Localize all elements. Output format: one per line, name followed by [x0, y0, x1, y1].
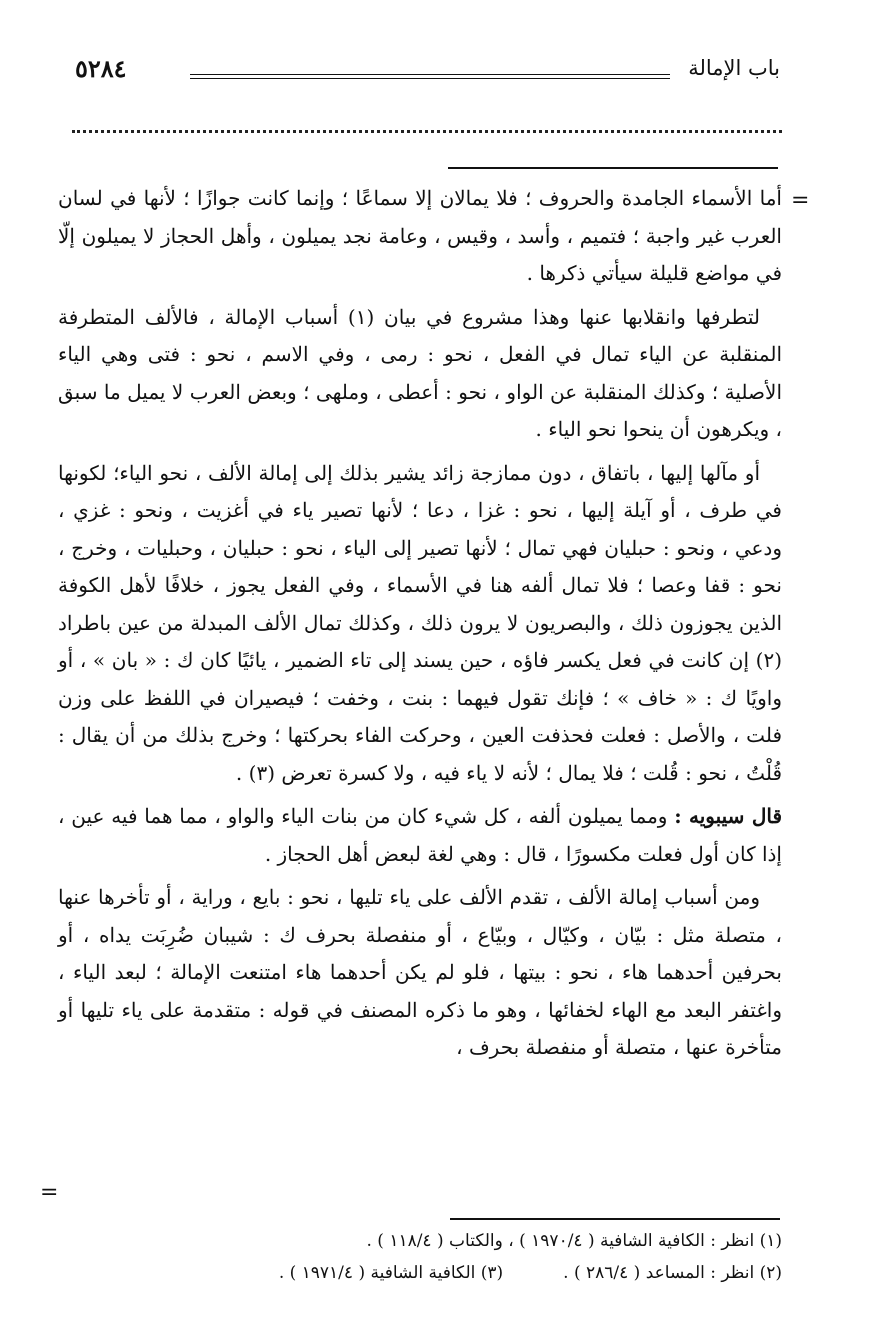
paragraph-2: لتطرفها وانقلابها عنها وهذا مشروع في بيان (١) أسباب الإمالة ، فالألف المتطرفة المنقلبة عن الياء تمال في الفعل ، نحو : رمى ، وفي الاسم ، نحو : فتى وهي الياء الأصلية ؛ وكذلك المنقلبة عن الواو ، نحو : أعطى ، وملهى ؛ وبعض العرب لا يميل ما سبق ، ويكرهون أن ينحوا نحو الياء .	[58, 304, 782, 441]
chapter-title: باب الإمالة	[688, 56, 780, 80]
footnote-rule	[450, 1218, 780, 1220]
quote-text: ومما يميلون ألفه ، كل شيء كان من بنات الياء والواو ، مما هما فيه عين ، إذا كان أول فعلت مكسورًا ، قال :	[58, 804, 782, 866]
header-rule-second	[190, 78, 670, 79]
continuation-mark-bottom: =	[40, 1180, 59, 1205]
footnote-3: (٣) الكافية الشافية ( ١٩٧١/٤ ) .	[278, 1263, 504, 1283]
paragraph-1: أما الأسماء الجامدة والحروف ؛ فلا يمالان إلا سماعًا ؛ وإنما كانت جوازًا ؛ لأنها في لسان العرب غير واجبة ؛ فتميم ، وأسد ، وقيس ، وعامة نجد يميلون ، وأهل الحجاز لا يميلون إلّا في مواضع قليلة سيأتي ذكرها .	[58, 186, 782, 285]
paragraph-3: أو مآلها إليها ، باتفاق ، دون ممازجة زائد يشير بذلك إلى إمالة الألف ، نحو الياء؛ لكونها في طرف ، أو آيلة إليها ، نحو : غزا ، دعا ؛ لأنها تصير ياء في أغزيت ، ونحو : غزي ، ودعي ، ونحو : حبليان فهي تمال ؛ لأنها تصير إلى الياء ، نحو : حبليان ، وحبليات ، وخرج ، نحو : قفا وعصا ؛ فلا تمال ألفه هنا في الأسماء ، وفي الفعل يجوز ، خلافًا لأهل الكوفة الذين يجوزون ذلك ، والبصريون لا يرون ذلك ، وكذلك تمال الألف المبدلة من عين باطراد (٢) إن كانت في فعل يكسر فاؤه ، حين يسند إلى تاء الضمير ، يائيًا كان ك : « بان » ، أو واويًا ك : « خاف » ؛ فإنك تقول فيهما : بنت ، وخفت ؛ فيصيران في اللفظ على وزن فلت ، والأصل : فعلت فحذفت العين ، وحركت الفاء بحركتها ؛ وخرج بذلك من أن يقال : قُلْتُ ، نحو : قُلت ؛ فلا يمال ؛ لأنه لا ياء فيه ، ولا كسرة تعرض (٣) .	[58, 460, 782, 785]
footnote-2: (٢) انظر : المساعد ( ٢٨٦/٤ ) .	[563, 1263, 782, 1283]
header-rule	[190, 74, 670, 75]
dotted-separator	[72, 130, 782, 143]
page-number: ٥٢٨٤	[75, 54, 127, 83]
paragraph-quote	[58, 798, 782, 873]
main-text	[58, 180, 782, 1073]
footnote-row-2	[140, 1257, 782, 1289]
continuation-mark-top: =	[791, 188, 810, 213]
page-header	[75, 50, 780, 90]
footnotes	[140, 1225, 782, 1289]
quote-speaker: قال سيبويه :	[674, 804, 783, 828]
footnote-1: (١) انظر : الكافية الشافية ( ١٩٧٠/٤ ) ، والكتاب ( ١١٨/٤ ) .	[366, 1231, 782, 1251]
paragraph-5: ومن أسباب إمالة الألف ، تقدم الألف على ياء تليها ، نحو : بايع ، وراية ، أو تأخرها عنها ، متصلة مثل : بيّان ، وكيّال ، وبيّاع ، أو منفصلة بحرف ك : شيبان ضُرِبَت يداه ، أو بحرفين أحدهما هاء ، نحو : بيتها ، فلو لم يكن أحدهما هاء امتنعت الإمالة ؛ لبعد الياء ، واغتفر البعد مع الهاء لخفائها ، وهو ما ذكره المصنف في قوله : متقدمة على ياء تليها أو متأخرة عنها ، متصلة أو منفصلة بحرف ،	[58, 885, 782, 1059]
top-continuation-rule	[448, 167, 778, 169]
quote-ending: وهي لغة لبعض أهل الحجاز .	[264, 841, 498, 866]
